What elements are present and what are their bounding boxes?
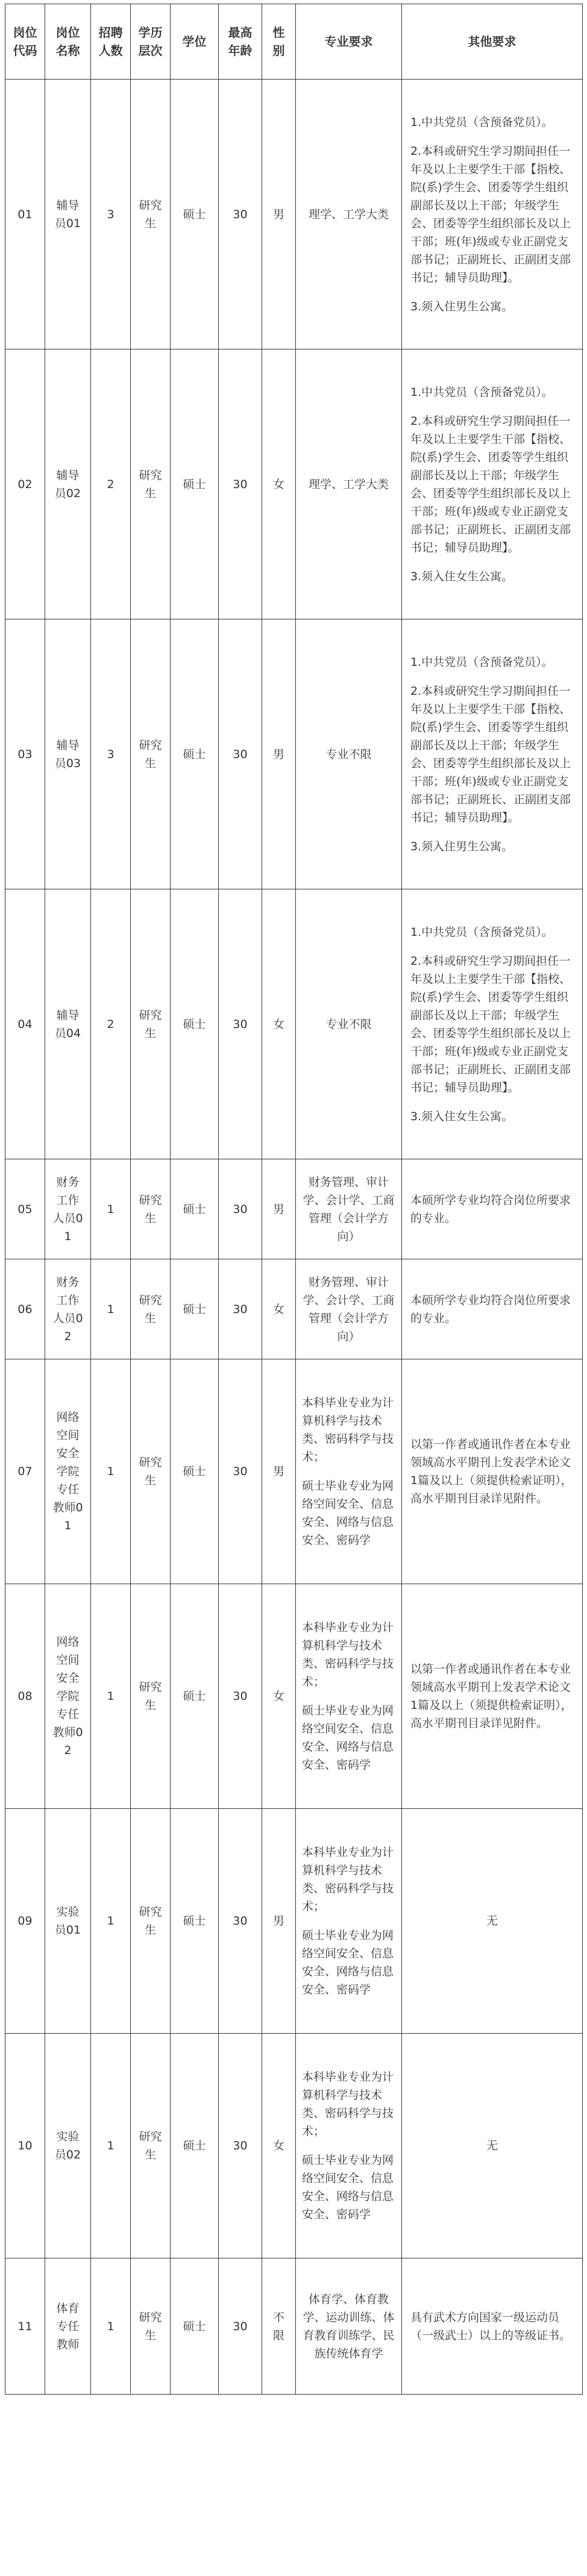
table-row	[5, 2034, 583, 2258]
cell-degree: 硕士	[171, 349, 219, 619]
other-requirement-text: 无	[486, 2139, 498, 2152]
cell-other	[402, 1159, 583, 1259]
cell-code: 04	[5, 889, 45, 1159]
cell-degree: 硕士	[171, 80, 219, 349]
header-name: 岗位名称	[45, 4, 91, 80]
major-text: 理学、工学大类	[308, 207, 389, 221]
cell-code: 07	[5, 1359, 45, 1584]
major-text: 本科毕业专业为计算机科学与技术类、密码科学与技术；	[302, 2070, 394, 2138]
cell-age: 30	[219, 1809, 262, 2034]
cell-other	[402, 889, 583, 1159]
cell-name: 网络空间安全学院专任教师02	[45, 1584, 91, 1809]
other-requirement-text: 1.中共党员（含预备党员）。	[410, 115, 553, 129]
cell-edu: 研究生	[131, 1359, 171, 1584]
cell-name: 辅导员04	[45, 889, 91, 1159]
table-body	[5, 80, 583, 2395]
cell-edu: 研究生	[131, 1584, 171, 1809]
cell-gender: 女	[262, 349, 296, 619]
cell-count: 1	[91, 1809, 131, 2034]
cell-edu: 研究生	[131, 349, 171, 619]
table-row	[5, 889, 583, 1159]
major-text: 体育学、体育教学、运动训练、体育教育训练学、民族传统体育学	[303, 2292, 395, 2360]
cell-age: 30	[219, 1259, 262, 1359]
other-requirement-text: 3.须入住男生公寓。	[410, 299, 513, 313]
cell-name: 实验员02	[45, 2034, 91, 2258]
cell-age: 30	[219, 619, 262, 889]
cell-major	[296, 1584, 402, 1809]
cell-degree: 硕士	[171, 1359, 219, 1584]
cell-count: 1	[91, 1584, 131, 1809]
cell-gender: 女	[262, 1584, 296, 1809]
cell-name: 财务工作人员01	[45, 1159, 91, 1259]
table-row	[5, 2258, 583, 2395]
cell-other	[402, 1809, 583, 2034]
cell-edu: 研究生	[131, 1259, 171, 1359]
cell-age: 30	[219, 2258, 262, 2395]
cell-major	[296, 80, 402, 349]
cell-gender: 不限	[262, 2258, 296, 2395]
major-text: 本科毕业专业为计算机科学与技术类、密码科学与技术；	[302, 1621, 394, 1688]
header-major: 专业要求	[296, 4, 402, 80]
major-text: 硕士毕业专业为网络空间安全、信息安全、网络与信息安全、密码学	[302, 2154, 394, 2221]
cell-degree: 硕士	[171, 619, 219, 889]
cell-major	[296, 1809, 402, 2034]
cell-degree: 硕士	[171, 1159, 219, 1259]
table-row	[5, 619, 583, 889]
table-row	[5, 1359, 583, 1584]
cell-age: 30	[219, 1584, 262, 1809]
recruitment-table	[5, 4, 583, 2395]
major-text: 本科毕业专业为计算机科学与技术类、密码科学与技术；	[302, 1846, 394, 1913]
cell-gender: 男	[262, 619, 296, 889]
cell-major	[296, 1259, 402, 1359]
cell-count: 1	[91, 1159, 131, 1259]
cell-name: 辅导员02	[45, 349, 91, 619]
cell-gender: 男	[262, 1359, 296, 1584]
cell-age: 30	[219, 1359, 262, 1584]
other-requirement-text: 以第一作者或通讯作者在本专业领域高水平期刊上发表学术论文1篇及以上（须提供检索证明），高水平期刊目录详见附件。	[410, 1438, 573, 1505]
other-requirement-text: 1.中共党员（含预备党员）。	[410, 655, 553, 669]
other-requirement-text: 本硕所学专业均符合岗位所要求的专业。	[410, 1293, 571, 1325]
other-requirement-text: 2.本科或研究生学习期间担任一年及以上主要学生干部【指校、院(系)学生会、团委等学生组织副部长及以上干部；年级学生会、团委等学生组织部长及以上干部；班(年)级或专业正副党支部书记；正副班长、正副团支部书记；辅导员助理】。	[410, 684, 571, 824]
header-age: 最高年龄	[219, 4, 262, 80]
cell-gender: 男	[262, 1159, 296, 1259]
cell-edu: 研究生	[131, 619, 171, 889]
cell-other	[402, 2258, 583, 2395]
cell-other	[402, 349, 583, 619]
cell-code: 11	[5, 2258, 45, 2395]
major-text: 本科毕业专业为计算机科学与技术类、密码科学与技术；	[302, 1396, 394, 1464]
cell-other	[402, 2034, 583, 2258]
cell-other	[402, 1584, 583, 1809]
header-row	[5, 4, 583, 80]
cell-count: 1	[91, 1259, 131, 1359]
header-other: 其他要求	[402, 4, 583, 80]
cell-name: 辅导员03	[45, 619, 91, 889]
cell-age: 30	[219, 349, 262, 619]
major-text: 理学、工学大类	[308, 477, 389, 491]
cell-name: 辅导员01	[45, 80, 91, 349]
cell-count: 3	[91, 619, 131, 889]
header-edu: 学历层次	[131, 4, 171, 80]
cell-edu: 研究生	[131, 889, 171, 1159]
cell-other	[402, 1359, 583, 1584]
cell-major	[296, 1359, 402, 1584]
cell-gender: 女	[262, 1259, 296, 1359]
cell-name: 财务工作人员02	[45, 1259, 91, 1359]
major-text: 硕士毕业专业为网络空间安全、信息安全、网络与信息安全、密码学	[302, 1929, 394, 1996]
cell-major	[296, 2258, 402, 2395]
cell-age: 30	[219, 80, 262, 349]
cell-major	[296, 2034, 402, 2258]
other-requirement-text: 3.须入住女生公寓。	[410, 1109, 513, 1123]
major-text: 硕士毕业专业为网络空间安全、信息安全、网络与信息安全、密码学	[302, 1704, 394, 1772]
other-requirement-text: 3.须入住女生公寓。	[410, 569, 513, 583]
other-requirement-text: 无	[486, 1914, 498, 1928]
cell-major	[296, 619, 402, 889]
cell-edu: 研究生	[131, 80, 171, 349]
cell-count: 1	[91, 2258, 131, 2395]
cell-other	[402, 80, 583, 349]
cell-age: 30	[219, 2034, 262, 2258]
major-text: 财务管理、审计学、会计学、工商管理（会计学方向）	[303, 1175, 395, 1243]
cell-degree: 硕士	[171, 1259, 219, 1359]
other-requirement-text: 以第一作者或通讯作者在本专业领域高水平期刊上发表学术论文1篇及以上（须提供检索证明），高水平期刊目录详见附件。	[410, 1662, 573, 1730]
major-text: 专业不限	[325, 1017, 372, 1031]
cell-degree: 硕士	[171, 1584, 219, 1809]
header-degree: 学位	[171, 4, 219, 80]
cell-code: 01	[5, 80, 45, 349]
cell-major	[296, 1159, 402, 1259]
cell-count: 1	[91, 1359, 131, 1584]
table-row	[5, 349, 583, 619]
cell-edu: 研究生	[131, 1809, 171, 2034]
cell-edu: 研究生	[131, 1159, 171, 1259]
cell-code: 02	[5, 349, 45, 619]
table-row	[5, 1159, 583, 1259]
cell-age: 30	[219, 889, 262, 1159]
cell-age: 30	[219, 1159, 262, 1259]
other-requirement-text: 2.本科或研究生学习期间担任一年及以上主要学生干部【指校、院(系)学生会、团委等学生组织副部长及以上干部；年级学生会、团委等学生组织部长及以上干部；班(年)级或专业正副党支部书记；正副班长、正副团支部书记；辅导员助理】。	[410, 414, 571, 554]
table-row	[5, 1584, 583, 1809]
cell-degree: 硕士	[171, 2034, 219, 2258]
other-requirement-text: 3.须入住男生公寓。	[410, 839, 513, 853]
cell-edu: 研究生	[131, 2258, 171, 2395]
cell-degree: 硕士	[171, 1809, 219, 2034]
other-requirement-text: 2.本科或研究生学习期间担任一年及以上主要学生干部【指校、院(系)学生会、团委等学生组织副部长及以上干部；年级学生会、团委等学生组织部长及以上干部；班(年)级或专业正副党支部书记；正副班长、正副团支部书记；辅导员助理】。	[410, 954, 571, 1094]
cell-other	[402, 1259, 583, 1359]
cell-count: 3	[91, 80, 131, 349]
cell-code: 05	[5, 1159, 45, 1259]
cell-name: 体育专任教师	[45, 2258, 91, 2395]
cell-count: 2	[91, 349, 131, 619]
major-text: 财务管理、审计学、会计学、工商管理（会计学方向）	[303, 1275, 395, 1343]
other-requirement-text: 具有武术方向国家一级运动员（一级武士）以上的等级证书。	[410, 2310, 571, 2342]
cell-code: 03	[5, 619, 45, 889]
cell-edu: 研究生	[131, 2034, 171, 2258]
cell-count: 1	[91, 2034, 131, 2258]
major-text: 专业不限	[325, 747, 372, 761]
other-requirement-text: 2.本科或研究生学习期间担任一年及以上主要学生干部【指校、院(系)学生会、团委等学生组织副部长及以上干部；年级学生会、团委等学生组织部长及以上干部；班(年)级或专业正副党支部书记；正副班长、正副团支部书记；辅导员助理】。	[410, 144, 571, 284]
table-row	[5, 1809, 583, 2034]
other-requirement-text: 1.中共党员（含预备党员）。	[410, 385, 553, 399]
header-count: 招聘人数	[91, 4, 131, 80]
cell-code: 09	[5, 1809, 45, 2034]
cell-gender: 女	[262, 889, 296, 1159]
cell-gender: 男	[262, 1809, 296, 2034]
cell-count: 2	[91, 889, 131, 1159]
table-row	[5, 1259, 583, 1359]
cell-other	[402, 619, 583, 889]
cell-code: 06	[5, 1259, 45, 1359]
table-header	[5, 4, 583, 80]
cell-degree: 硕士	[171, 889, 219, 1159]
header-code: 岗位代码	[5, 4, 45, 80]
other-requirement-text: 本硕所学专业均符合岗位所要求的专业。	[410, 1193, 571, 1225]
cell-code: 10	[5, 2034, 45, 2258]
cell-name: 实验员01	[45, 1809, 91, 2034]
major-text: 硕士毕业专业为网络空间安全、信息安全、网络与信息安全、密码学	[302, 1479, 394, 1547]
cell-major	[296, 349, 402, 619]
cell-name: 网络空间安全学院专任教师01	[45, 1359, 91, 1584]
other-requirement-text: 1.中共党员（含预备党员）。	[410, 925, 553, 939]
cell-gender: 女	[262, 2034, 296, 2258]
cell-major	[296, 889, 402, 1159]
cell-code: 08	[5, 1584, 45, 1809]
cell-degree: 硕士	[171, 2258, 219, 2395]
cell-gender: 男	[262, 80, 296, 349]
header-gender: 性别	[262, 4, 296, 80]
table-row	[5, 80, 583, 349]
